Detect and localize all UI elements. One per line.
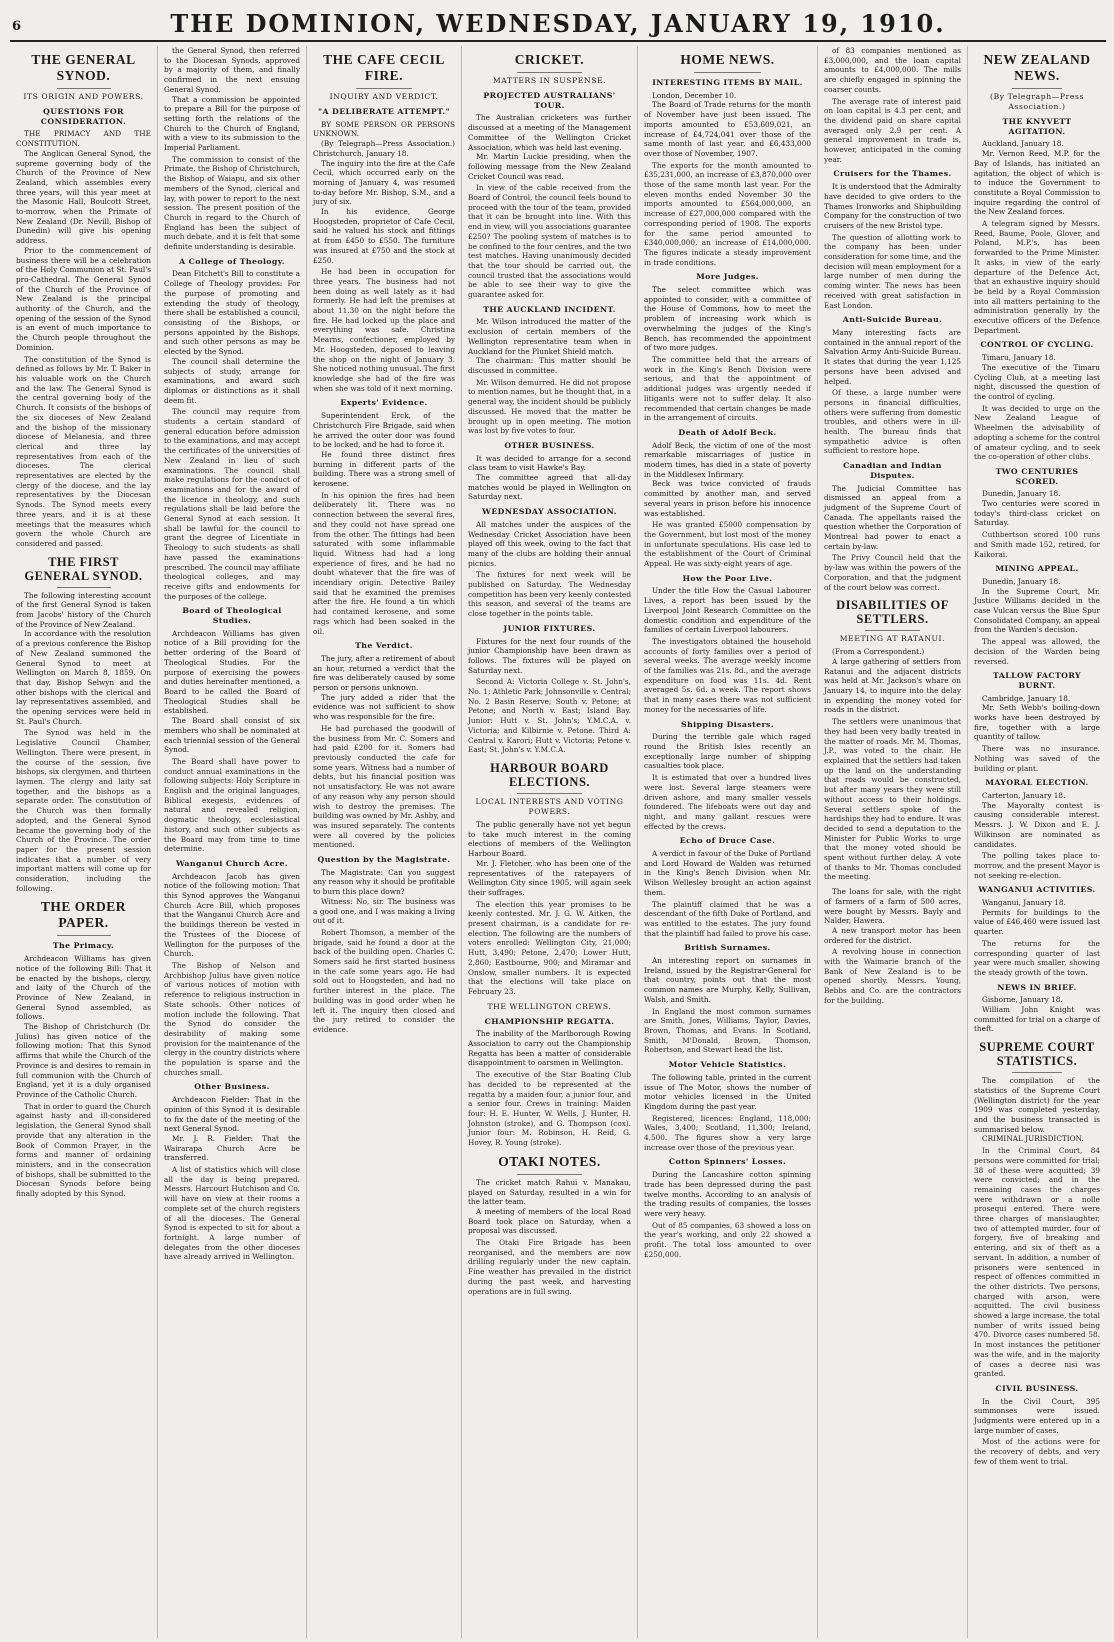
article [468, 1002, 631, 1148]
subheading: Question by the Magistrate. [317, 855, 451, 865]
headline-rule [1012, 88, 1062, 89]
paragraph: Beck was twice convicted of frauds committed by another man, and served several years in prison before his innocence was established. [644, 479, 811, 518]
paragraph: Archdeacon Fielder: That in the opinion of this Synod it is desirable to fix the date of the meeting of the next General Synod. [164, 1095, 300, 1134]
subheading: Cruisers for the Thames. [833, 169, 952, 179]
masthead [10, 6, 1106, 42]
subheading: Anti-Suicide Bureau. [842, 315, 943, 325]
article [824, 461, 961, 592]
paragraph: THE PRIMACY AND THE CONSTITUTION. [16, 129, 151, 149]
article [824, 887, 961, 1005]
body-text: Cuthbertson scored 100 runs and Smith made 152, retired, for Kaikorai. [974, 530, 1100, 559]
headline: NEW ZEALAND NEWS. [983, 52, 1091, 83]
paragraph: Archdeacon Williams has given notice of a Bill providing for the better ordering of the Board of Theological Studies. For the purpose of exercising the powers and duties hereinafter mentioned, a Board to be called the Board of Theological Studies shall be established. [164, 628, 300, 716]
body-text: The Board shall have power to conduct annual examinations in the following subjects: Holy Scripture in English and the original languages, Biblical exegesis, evidences of natural and revealed religion, dogmatic theology, ecclesiastical history, and such other subjects as the Board may from time to time determine. [164, 756, 300, 854]
paragraph: An interesting report on surnames in Ireland, issued by the Registrar-General for that country, points out that the most common names are Murphy, Kelly, Sullivan, Walsh, and Smith. [644, 956, 811, 1004]
headline: CRICKET. [514, 52, 585, 67]
paragraph: During the terrible gale which raged round the British Isles recently an exceptionally large number of shipping casualties took place. [644, 732, 811, 771]
headline-rule [356, 88, 413, 89]
article [974, 778, 1100, 880]
body-text: The average rate of interest paid on loan capital is 4.3 per cent, and the dividend paid on share capital averaged only 2.9 per cent. A general improvement in trade is, however, anticipated in the coming year. [824, 96, 961, 164]
body-text: A telegram signed by Messrs. Reed, Baume, Poole, Glover, and Poland, M.P.'s, has been forwarded to the Prime Minister. It asks, in view of the early departure of the Defence Act, that an exhaustive inquiry should be held by a Royal Commission into all matters pertaining to the administration generally by the executive officers of the Defence Department. [974, 219, 1100, 335]
paragraph: Archdeacon Williams has given notice of the following Bill: That it be enacted by the bishops, clergy, and laity of the Church of the Province of New Zealand, in General Synod assembled, as follows. [16, 954, 151, 1022]
paragraph: London, December 10. [652, 90, 737, 100]
subheading: Motor Vehicle Statistics. [668, 1060, 787, 1070]
article [824, 315, 961, 456]
subheading: British Surnames. [684, 943, 771, 953]
body-text: There was no insurance. Nothing was saved of the building or plant. [974, 744, 1100, 773]
headline-rule [694, 72, 761, 73]
subheading: OTHER BUSINESS. [504, 440, 595, 450]
headline-rule [517, 1174, 582, 1175]
headline-rule [57, 935, 111, 936]
paragraph: During the Lancashire cotton spinning trade has been depressed during the past twelve months. According to an analysis of the trading results of companies, the losses were very heavy. [644, 1170, 811, 1218]
subheading: Shipping Disasters. [681, 719, 774, 729]
body-text: Most of the actions were for the recovery of debts, and very few of them went to trial. [974, 1437, 1100, 1466]
headline-rule [865, 630, 920, 631]
paragraph: (By Telegraph—Press Association.) Christchurch, January 18. [313, 139, 455, 158]
paragraph: The loans for sale, with the right of farmers of a farm of 500 acres, were bought by Messrs. Bayly and Nalder, Hawera. [824, 887, 961, 926]
paragraph: The inquiry into the fire at the Cafe Cecil, which occurred early on the morning of January 4, was resumed to-day before Mr. Bishop, S.M., and a jury of six. [313, 158, 455, 207]
body-text: The Synod was held in the Legislative Council Chamber, Wellington. There were present, in the course of the session, five bishops, six clergymen, and thirteen laymen. The clergy and laity sat together, and the bishops as a separate order. The constitution of the Church was then formally adopted, and the General Synod became the governing body of the Church of the Province. The order paper for the present session indicates that a number of very important matters will come up for consideration, including the following. [16, 728, 151, 893]
body-text: The polling takes place to-morrow, and the present Mayor is not seeking re-election. [974, 851, 1100, 880]
paragraph: Prior to the commencement of business there will be a celebration of the Holy Communion at St. Paul's pro-Cathedral. The General Synod of the Church of the Province of New Zealand is the principal authority of the Church, and the opening of the session of the Synod is an event of much importance to the Church people throughout the Dominion. [16, 245, 151, 352]
body-text: In view of the cable received from the Board of Control, the council feels bound to proceed with the tour of the team, provided that it can be brought into line. With this end in view, will you associations guarantee £250? The pooling system of matches is to be confined to the four centres, and the two test matches. Having unanimously decided that the tour should be carried out, the council trusted that the associations would be able to see their way to give the guarantee asked for. [468, 183, 631, 300]
paragraph: It is understood that the Admiralty have decided to give orders to the Thames Ironworks and Shipbuilding Company for the construction of two cruisers of the new Bristol type. [824, 182, 961, 230]
article [974, 671, 1100, 773]
paragraph: The executive of the Timaru Cycling Club, at a meeting last night, discussed the question of the control of cycling. [974, 362, 1100, 401]
article-columns [10, 46, 1106, 1638]
paragraph: Mr. J. R. Fielder: That the Wairarapa Church Acre be transferred. [164, 1133, 300, 1163]
body-text: A revolving house in connection with the Waimarie branch of the Bank of New Zealand is to be opened shortly. Messrs. Young, Bebbs and Co. are the contractors for the building. [824, 947, 961, 1005]
headline: DISABILITIES OF SETTLERS. [836, 598, 949, 627]
paragraph: Dean Fitchett's Bill to constitute a College of Theology provides: For the purpose of promoting and extending the study of theology, there shall be established a council, consisting of the Bishops, or persons appointed by the Bishops, and such other persons as may be elected by the Synod. [164, 269, 300, 357]
article [644, 1157, 811, 1259]
article [164, 46, 300, 252]
deck: ITS ORIGIN AND POWERS. [23, 92, 144, 101]
body-text: A list of statistics which will close all the day is being prepared. Messrs. Harcourt Hutchison and Co. will have on view at their rooms a complete set of the church registers of all the dioceses. The General Synod is expected to sit for about a fortnight. A large number of delegates from the other dioceses have already arrived in Wellington. [164, 1165, 300, 1262]
body-text: The committee held that the arrears of work in the King's Bench Division were serious, and that the appointment of additional judges was urgently needed if litigants were not to suffer delay. It also recommended that certain changes be made in the arrangement of circuits. [644, 354, 811, 423]
paragraph: William John Knight was committed for trial on a charge of theft. [974, 1005, 1100, 1034]
body-text: The council may require from students a certain standard of general education before admission to the examinations, and may accept the certificates of the universities of New Zealand in lieu of such examinations. The council shall make regulations for the conduct of examinations and for the award of the licence in theology, and such regulations shall be laid before the General Synod at each session. It shall be lawful for the council to grant the degree of Licentiate in Theology to such students as shall have passed the examinations prescribed. The council may affiliate theological colleges, and may receive gifts and endowments for the purposes of the college. [164, 407, 300, 601]
headline: SUPREME COURT STATISTICS. [979, 1040, 1095, 1069]
paragraph: A new transport motor has been ordered for the district. [824, 925, 961, 945]
body-text: Registered, licences: England, 118,000; Wales, 3,400; Scotland, 11,300; Ireland, 4,500. The figures show a very large increase over those of the previous year. [644, 1113, 811, 1152]
paragraph: In his evidence, George Hoogsteden, proprietor of Cafe Cecil, said he valued his stock and fittings at from £450 to £550. The furniture was insured at £750 and the stock at £250. [313, 207, 455, 265]
headline-rule [57, 587, 111, 588]
paragraph: Gisborne, January 18. [982, 995, 1063, 1005]
paragraph: Mr. Martin Luckie presiding, when the following message from the New Zealand Cricket Council was read. [468, 152, 631, 181]
subheading: The Primacy. [52, 941, 115, 951]
paragraph: CRIMINAL JURISDICTION. [982, 1134, 1084, 1144]
subheading: Echo of Druce Case. [679, 836, 776, 846]
article [468, 305, 631, 436]
body-text: The returns for the corresponding quarter of last year were much smaller, showing the steady growth of the town. [974, 938, 1100, 977]
paragraph: Dunedin, January 18. [982, 489, 1061, 499]
paragraph: Many interesting facts are contained in the annual report of the Salvation Army Anti-Suicide Bureau. It states that during the year 1,125 persons have been advised and helped. [824, 327, 961, 386]
paragraph: In accordance with the resolution of a previous conference the Bishop of New Zealand summoned the General Synod to meet at Wellington on March 8, 1859. On that day, Bishop Selwyn and the other bishops with the clerical and lay representatives assembled, and the opening services were held in St. Paul's Church. [16, 629, 151, 726]
subheading: JUNIOR FIXTURES. [503, 623, 596, 633]
paragraph: The select committee which was appointed to consider, with a committee of the House of Commons, how to meet the problem of increasing work which is overwhelming the judges of the King's Bench, has recommended the appointment of two more judges. [644, 285, 811, 353]
body-text: Mr. Wilson demurred. He did not propose to mention names, but he thought that, in a general way, the incident should be publicly discussed. He moved that the matter be brought up in open meeting. The motion was lost by five votes to four. [468, 377, 631, 436]
subheading: Board of Theological Studies. [182, 606, 282, 626]
paragraph: The Anglican General Synod, the supreme governing body of the Church of the Province of New Zealand, which assembles every three years, will this year meet at the Masonic Hall, Boulcott Street, to-morrow, when the Primate of New Zealand (Dr. Nevill, Bishop of Dunedin) will give his opening address. [16, 148, 151, 246]
paragraph: the General Synod, then referred to the Diocesan Synods, approved by a majority of them, and finally confirmed in the next ensuing General Synod. [164, 46, 300, 94]
paragraph: Permits for buildings to the value of £46,460 were issued last quarter. [974, 907, 1100, 937]
paragraph: The committee agreed that all-day matches would be played in Wellington on Saturday next. [468, 473, 631, 502]
page-number: 6 [12, 19, 22, 34]
paragraph: Timaru, January 18. [982, 353, 1056, 363]
paragraph: The Magistrate: Can you suggest any reason why it should be profitable to burn this place down? [313, 867, 455, 897]
body-text: It is estimated that over a hundred lives were lost. Several large steamers were driven ashore, and many smaller vessels foundered. The lifeboats were out day and night, and many gallant rescues were effected by the crews. [644, 773, 811, 831]
headline-rule [517, 793, 582, 794]
column-1 [10, 46, 158, 1638]
newspaper-banner: THE DOMINION, WEDNESDAY, JANUARY 19, 1910. [170, 9, 946, 38]
subheading: THE KNYVETT AGITATION. [1002, 117, 1072, 136]
article [974, 52, 1100, 335]
body-text: The Otaki Fire Brigade has been reorganised, and the members are now drilling regularly under the new captain. Fine weather has prevailed in the district during the past week, and harvesting operations are in full swing. [468, 1238, 631, 1296]
article [164, 606, 300, 854]
subheading: MINING APPEAL. [995, 564, 1079, 574]
paragraph: In the Supreme Court, Mr. Justice Williams decided in the case Vulcan versus the Blue Spur Consolidated Company, an appeal from the Warden's decision. [974, 586, 1100, 635]
article [16, 899, 151, 1198]
paragraph: BY SOME PERSON OR PERSONS UNKNOWN. [313, 119, 455, 139]
paragraph: In the Civil Court, 395 summonses were issued. Judgments were entered up in a large number of cases. [974, 1396, 1100, 1435]
subheading: Other Business. [194, 1082, 270, 1092]
body-text: The investigators obtained the household accounts of forty families over a period of several weeks. The average weekly income of the families was 21s. 8d., and the average expenditure on food was 11s. 4d. Rent averaged 5s. 6d. a week. The report shows that in many cases there was not sufficient money for the necessaries of life. [644, 636, 811, 714]
body-text: He had purchased the goodwill of the business from Mr. C. Somers and had paid £200 for it. Somers had previously conducted the cafe for some years. Witness had a number of debts, but his financial position was not unsatisfactory. He was not aware of any reason why any person should wish to destroy the premises. The building was owned by Mr. Ashby, and was insured separately. The contents were all covered by the policies mentioned. [313, 723, 455, 850]
paragraph: The Mayoralty contest is causing considerable interest. Messrs. J. W. Dixon and E. J. Wilkinson are nominated as candidates. [974, 800, 1100, 849]
paragraph: Carterton, January 18. [982, 791, 1066, 800]
subheading: NEWS IN BRIEF. [997, 982, 1077, 992]
deck: MEETING AT RATANUI. [839, 634, 946, 644]
column-2 [158, 46, 307, 1638]
paragraph: The following table, printed in the current issue of The Motor, shows the number of motor vehicles licensed in the United Kingdom during the past year. [644, 1072, 811, 1111]
paragraph: A verdict in favour of the Duke of Portland and Lord Howard de Walden was returned in the King's Bench Division when Mr. Wilson Wellesley brought an action against them. [644, 849, 811, 897]
paragraph: The inability of the Marlborough Rowing Association to carry out the Championship Regatta has been a matter of considerable disappointment to oarsmen in Wellington. [468, 1029, 631, 1068]
subheading: THE AUCKLAND INCIDENT. [483, 304, 616, 314]
article [644, 836, 811, 938]
body-text: The fixtures for next week will be published on Saturday. The Wednesday competition has been very keenly contested this season, and several of the teams are close together in the points table. [468, 570, 631, 619]
subheading: PROJECTED AUSTRALIANS' TOUR. [483, 91, 616, 110]
subheading: INTERESTING ITEMS BY MAIL. [652, 78, 803, 87]
body-text: The executive of the Star Boating Club has decided to be represented at the regatta by a maiden four, a junior four, and a senior four. Crews in training: Maiden four: H. E. Hunter, W. Wells, J. Hunter, H. Johnston (stroke), and G. Thompson (cox). Junior four: M. Robinson, H. Reid, G. Hovey, R. Young (stroke). [468, 1070, 631, 1148]
headline: THE GENERAL SYNOD. [31, 52, 136, 83]
article [824, 46, 961, 164]
article [644, 428, 811, 569]
article [468, 624, 631, 755]
body-text: The constitution of the Synod is defined as follows by Mr. T. Baker in his valuable work on the Church and the law. The General Synod is the central governing body of the Church. It consists of the bishops of the six dioceses of New Zealand and the bishop of the missionary diocese of Melanesia, and three clerical and three lay representatives from each of the dioceses. The clerical representatives are elected by the clergy of the diocese, and the lay representatives by the Diocesan Synods. The Synod meets every three years, and it is at these meetings that the measures which govern the whole Church are considered and passed. [16, 354, 151, 548]
paragraph: The Bishop of Christchurch (Dr. Julius) has given notice of the following motion: That this Synod affirms that while the Church of the Province is and desires to remain in full communion with the Church of England, yet it is a duly organised Province of the Catholic Church. [16, 1022, 151, 1099]
article [164, 1082, 300, 1262]
subheading: CIVIL BUSINESS. [995, 1383, 1079, 1393]
paragraph: Under the title How the Casual Labourer Lives, a report has been issued by the Liverpool Joint Research Committee on the domestic condition and expenditure of the families of certain Liverpool labourers. [644, 586, 811, 635]
article [313, 398, 455, 636]
paragraph: The Board of Trade returns for the month of November have just been issued. The imports amounted to £53,609,021, an increase of £4,724,041 over those of the same month of last year, and £6,433,000 over those of November, 1907. [644, 100, 811, 158]
body-text: He had been in occupation for three years. The business had not been doing as well lately as it had formerly. He had left the premises at about 11.30 on the night before the fire. He had locked up the place and everything was safe. Christina Mearns, confectioner, employed by Mr. Hoogsteden, deposed to leaving the shop on the night of January 3. She noticed nothing unusual. The first knowledge she had of the fire was when she was told of it next morning. [313, 267, 455, 393]
body-text: The appeal was allowed, the decision of the Warden being reversed. [974, 637, 1100, 666]
article [468, 507, 631, 619]
paragraph: All matches under the auspices of the Wednesday Cricket Association have been played off this week, owing to the fact that many of the clubs are holding their annual picnics. [468, 519, 631, 568]
paragraph: Superintendent Erck, of the Christchurch Fire Brigade, said when he arrived the outer door was found to be locked, and he had to force it. [313, 411, 455, 450]
deck: LOCAL INTERESTS AND VOTING POWERS. [475, 797, 624, 816]
paragraph: The council shall determine the subjects of study, arrange for examinations, and award such diplomas or distinctions as it shall deem fit. [164, 356, 300, 405]
paragraph: The Australian cricketers was further discussed at a meeting of the Management Committee of the Wellington Cricket Association, which was held last evening. [468, 113, 631, 152]
article [974, 1040, 1100, 1379]
paragraph: Wanganui, January 18. [982, 898, 1066, 908]
article [644, 720, 811, 832]
paragraph: Witness: No, sir. The business was a good one, and I was making a living out of it. [313, 896, 455, 926]
paragraph: A meeting of members of the local Road Board took place on Saturday, when a proposal was discussed. [468, 1206, 631, 1236]
article [313, 641, 455, 850]
body-text: Second A: Victoria College v. St. John's, No. 1; Athletic Park; Johnsonville v. Central; No. 2 Basin Reserve; South v. Petone; at Petone; and North v. East; Island Bay. Junior: Hutt v. St. John's; Y.M.C.A. v. Victoria; and Kilbirnie v. Petone. Third A: Central v. Karori; Hutt v. Victoria; Petone v. East; St. John's v. Y.M.C.A. [468, 677, 631, 755]
paragraph: of 83 companies mentioned as £3,000,000, and the loan capital amounts to £4,000,000. The mills are chiefly engaged in spinning the coarser counts. [824, 46, 961, 94]
body-text: Robert Thomson, a member of the brigade, said he found a door at the back of the building open. Charles C. Somers said he first started business in the cafe some years ago. He had sold out to Hoogsteden, and had no further interest in the place. The building was in good order when he left it. The inquiry then closed and the jury retired to consider the evidence. [313, 927, 455, 1034]
column-4 [462, 46, 638, 1638]
paragraph: Dunedin, January 18. [982, 576, 1061, 586]
paragraph: The jury, after a retirement of about an hour, returned a verdict that the fire was deliberately caused by some person or persons unknown. [313, 653, 455, 693]
paragraph: The following interesting account of the first General Synod is taken from Jacobs' history of the Church of the Province of New Zealand. [16, 590, 151, 629]
subheading: Experts' Evidence. [340, 398, 428, 408]
column-5 [638, 46, 818, 1638]
subheading: Cotton Spinners' Losses. [668, 1157, 787, 1167]
subheading: The Verdict. [355, 641, 413, 651]
body-text: The plaintiff claimed that he was a descendant of the fifth Duke of Portland, and was entitled to the estates. The jury found that the plaintiff had failed to prove his case. [644, 899, 811, 938]
article [16, 555, 151, 894]
body-text: Of these, a large number were persons in financial difficulties, others were suffering from domestic troubles, and others were in ill-health. The bureau finds that sympathetic advice is often sufficient to restore hope. [824, 388, 961, 456]
article [644, 272, 811, 423]
body-text: The question of allotting work to the company has been under consideration for some time, and the decision will mean employment for a large number of men during the coming winter. The news has been received with great satisfaction in East London. [824, 232, 961, 310]
subheading: MAYORAL ELECTION. [985, 778, 1089, 788]
article [16, 52, 151, 549]
paragraph: A large gathering of settlers from Ratanui and the adjacent districts was held at Mr. Jackson's whare on January 14, to inquire into the delay in expending the money voted for roads in the district. [824, 656, 961, 715]
paragraph: Mr. Seth Webb's boiling-down works have been destroyed by fire, together with a large quantity of tallow. [974, 703, 1100, 742]
subheading: A College of Theology. [179, 256, 285, 266]
body-text: In England the most common surnames are Smith, Jones, Williams, Taylor, Davies, Brown, Thomas, and Evans. In Scotland, Smith, M'Donald, Brown, Thomson, Robertson, and Stewart head the list. [644, 1006, 811, 1055]
article [313, 52, 455, 393]
column-6 [818, 46, 968, 1638]
article [974, 885, 1100, 977]
subheading: TALLOW FACTORY BURNT. [993, 671, 1081, 690]
paragraph: That a commission be appointed to prepare a Bill for the purpose of setting forth the relations of the Church to the Church of England, with a view to its submission to the Imperial Parliament. [164, 94, 300, 153]
subheading: How the Poor Live. [682, 573, 773, 583]
paragraph: The compilation of the statistics of the Supreme Court (Wellington district) for the year 1909 was completed yesterday, and the business transacted is summarised below. [974, 1076, 1100, 1134]
paragraph: Two centuries were scored in today's third-class cricket on Saturday. [974, 499, 1100, 528]
paragraph: Mr. J. Fletcher, who has been one of the representatives of the ratepayers of Wellington City since 1905, will again seek their suffrages. [468, 858, 631, 897]
article [644, 1060, 811, 1152]
body-text: In his opinion the fires had been deliberately lit. There was no connection between the several fires, and they could not have spread one from the other. The fittings had been saturated with some inflammable liquid. Witness had had a long experience of fires, and he had no doubt whatever that the fire was of incendiary origin. Detective Bailey said that he examined the premises after the fire. He found a tin which had contained kerosene, and some rags which had been soaked in the oil. [313, 490, 455, 636]
paragraph: Mr. Wilson introduced the matter of the exclusion of certain members of the Wellington representative team when in Auckland for the Plunket Shield match. [468, 317, 631, 356]
paragraph: The Judicial Committee has dismissed an appeal from a judgment of the Supreme Court of Canada. The appellants raised the question whether the Corporation of Montreal had power to enact a certain by-law. [824, 483, 961, 551]
article [468, 761, 631, 997]
headline: HARBOUR BOARD ELECTIONS. [490, 761, 609, 789]
article [644, 574, 811, 715]
article [644, 52, 811, 267]
article [644, 943, 811, 1055]
subheading: More Judges. [696, 272, 759, 282]
article [974, 1384, 1100, 1467]
paragraph: The chairman: This matter should be discussed in committee. [468, 356, 631, 375]
deck: MATTERS IN SUSPENSE. [492, 76, 607, 85]
paragraph: He found three distinct fires burning in different parts of the building. There was a strong smell of kerosene. [313, 449, 455, 489]
body-text: The settlers were unanimous that they had been very badly treated in the matter of roads. Mr. M. Thomas, J.P., was voted to the chair. He explained that the settlers had taken up the land on the understanding that roads would be constructed, but after many years they were still without access to their holdings. Several settlers spoke of the hardships they had to endure. It was decided to send a deputation to the Minister for Public Works to urge that the money voted should be spent without further delay. A vote of thanks to Mr. Thomas concluded the meeting. [824, 717, 961, 882]
headline: THE ORDER PAPER. [40, 899, 127, 931]
article [313, 855, 455, 1035]
subheading: WANGANUI ACTIVITIES. [978, 885, 1096, 895]
body-text: In the Criminal Court, 84 persons were committed for trial; 38 of these were acquitted; 39 were convicted; and in the remaining cases the charges were withdrawn or a nolle prosequi entered. There were three charges of manslaughter, two of attempted murder, four of forgery, five of breaking and entering, and six of theft as a servant. In addition, a number of prisoners were sentenced in respect of offences committed in the other districts. Two persons, charged with arson, were acquitted. The civil business showed a large increase, the total number of writs issued being 470. Divorce cases numbered 58. In most instances the petitioner was the wife, and in the majority of cases a decree nisi was granted. [974, 1146, 1100, 1379]
body-text: The commission to consist of the Primate, the Bishop of Christchurch, the Bishop of Waiapu, and six other members of the Synod, clerical and lay, with power to report to the next session. The present position of the Church in regard to the Church of England has been the subject of much debate, and it is felt that some definite understanding is desirable. [164, 154, 300, 252]
subheading: Wanganui Church Acre. [175, 858, 289, 868]
body-text: Out of 85 companies, 63 showed a loss on the year's working, and only 22 showed a profit. The total loss amounted to over £250,000. [644, 1220, 811, 1259]
article [974, 983, 1100, 1035]
headline: THE CAFE CECIL FIRE. [323, 52, 445, 83]
paragraph: Cambridge, January 18. [982, 693, 1071, 703]
deck: THE WELLINGTON CREWS. [487, 1001, 612, 1011]
paragraph: The jury added a rider that the evidence was not sufficient to show who was responsible for the fire. [313, 692, 455, 722]
headline-rule [1012, 1072, 1062, 1073]
paragraph: Fixtures for the next four rounds of the junior Championship have been drawn as follows. The fixtures will be played on Saturday next. [468, 636, 631, 675]
paragraph: Auckland, January 18. [982, 139, 1064, 149]
headline: HOME NEWS. [680, 52, 775, 67]
body-text: The Bishop of Nelson and Archbishop Julius have given notice of various notices of motion with reference to religious instruction in State schools. Other notices of motion include the following. That the Synod do consider the desirability of making some provision for the maintenance of the clergy in the country districts where the population is sparse and the churches small. [164, 960, 300, 1077]
article [468, 52, 631, 300]
subheading: CHAMPIONSHIP REGATTA. [484, 1016, 615, 1026]
paragraph: The cricket match Rahui v. Manakau, played on Saturday, resulted in a win for the latter team. [468, 1177, 631, 1207]
deck: (By Telegraph—Press Association.) [990, 92, 1084, 111]
body-text: That in order to guard the Church against hasty and ill-considered legislation, the General Synod shall provide that any alteration in the Book of Common Prayer, in the forms and manner of ordaining ministers, and in the consecration of bishops, shall be submitted to the Diocesan Synods before being finally adopted by this Synod. [16, 1101, 151, 1199]
column-7 [968, 46, 1106, 1638]
paragraph: Mr. Vernon Reed, M.P. for the Bay of Islands, has initiated an agitation, the object of which is to induce the Government to constitute a Royal Commission to inquire regarding the control of the New Zealand forces. [974, 149, 1100, 217]
subheading: Death of Adolf Beck. [678, 427, 777, 437]
paragraph: It was decided to arrange for a second class team to visit Hawke's Bay. [468, 453, 631, 473]
column-3 [307, 46, 462, 1638]
subheading: CONTROL OF CYCLING. [980, 340, 1094, 350]
paragraph: The public generally have not yet begun to take much interest in the coming elections of members of the Wellington Harbour Board. [468, 820, 631, 859]
paragraph: (From a Correspondent.) [832, 647, 925, 657]
body-text: The exports for the month amounted to £35,231,000, an increase of £3,870,000 over those of the same month last year. For the eleven months ended November 30 the imports amounted to £564,000,000, an increase of £27,000,000 compared with the corresponding period of 1908. The exports for the same period amounted to £340,000,000, an increase of £14,000,000. The figures indicate a steady improvement in trade conditions. [644, 160, 811, 267]
body-text: He was granted £5000 compensation by the Government, but lost most of the money in unfortunate speculations. His case led to the establishment of the Court of Criminal Appeal. He was sixty-eight years of age. [644, 520, 811, 569]
article [468, 1154, 631, 1296]
article [164, 257, 300, 602]
article [824, 598, 961, 882]
body-text: It was decided to urge on the New Zealand League of Wheelmen the advisability of adopting a scheme for the control of amateur cycling, and to seek the co-operation of other clubs. [974, 403, 1100, 462]
article [974, 564, 1100, 666]
subheading: Canadian and Indian Disputes. [843, 461, 942, 480]
deck: INQUIRY AND VERDICT. [329, 92, 439, 101]
article [824, 169, 961, 310]
article [468, 441, 631, 502]
paragraph: The Board shall consist of six members who shall be nominated at each triennial session of the General Synod. [164, 716, 300, 755]
headline-rule [517, 72, 582, 73]
headline-rule [57, 88, 111, 89]
paragraph: Archdeacon Jacob has given notice of the following motion: That this Synod approves the Wanganui Church Acre Bill, which proposes that the Wanganui Church Acre and the buildings thereon be vested in the Trustees of the Diocese of Wellington for the purposes of the Church. [164, 871, 300, 959]
article [974, 340, 1100, 461]
paragraph: Adolf Beck, the victim of one of the most remarkable miscarriages of justice in modern times, has died in a state of poverty in the Middlesex Infirmary. [644, 440, 811, 479]
headline: THE FIRST GENERAL SYNOD. [24, 554, 143, 583]
subheading: TWO CENTURIES SCORED. [995, 466, 1079, 486]
article [974, 467, 1100, 559]
headline: OTAKI NOTES. [498, 1153, 601, 1169]
subheading: WEDNESDAY ASSOCIATION. [482, 507, 617, 517]
subheading: QUESTIONS FOR CONSIDERATION. [40, 107, 127, 126]
body-text: The election this year promises to be keenly contested. Mr. J. G. W. Aitken, the present chairman, is a candidate for re-election. The following are the numbers of voters enrolled: Wellington City, 21,000; Hutt, 3,490; Petone, 2,470; Lower Hutt, 2,860; Eastbourne, 900; and Miramar and Onslow, smaller numbers. It is expected that the elections will take place on February 23. [468, 899, 631, 996]
body-text: The Privy Council held that the by-law was within the powers of the Corporation, and that the judgment of the court below was correct. [824, 553, 961, 592]
article [164, 859, 300, 1077]
subheading: "A DELIBERATE ATTEMPT." [318, 107, 450, 116]
